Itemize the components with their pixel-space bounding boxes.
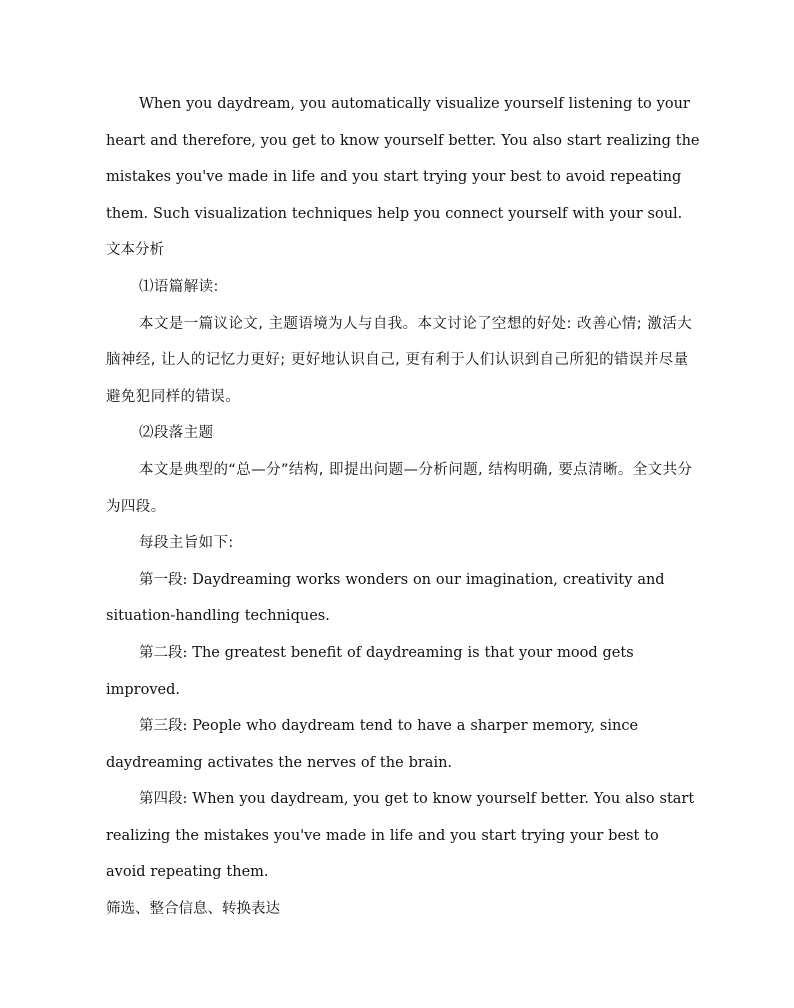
paragraph-three-summary: 第三段: People who daydream tend to have a sharper memory, since daydreaming activates the nerves of the brain. xyxy=(106,718,639,771)
paragraph-two-summary: 第二段: The greatest benefit of daydreaming is that your mood gets improved. xyxy=(106,644,634,698)
paragraph-four-summary: 第四段: When you daydream, you get to know yourself better. You also start realizing the mistakes you've made in life and you start trying your best to avoid repeating them. xyxy=(106,791,695,881)
main-ideas-intro: 每段主旨如下: xyxy=(139,535,234,552)
structure-paragraph: 本文是典型的“总—分”结构, 即提出问题—分析问题, 结构明确, 要点清晰。全文共分为四段。 xyxy=(106,461,693,515)
section-heading-text-analysis: 文本分析 xyxy=(106,242,164,259)
section-heading-information-processing: 筛选、整合信息、转换表达 xyxy=(106,901,280,918)
subheading-paragraph-topics: ⑵段落主题 xyxy=(139,425,214,442)
document-body xyxy=(106,86,701,928)
intro-paragraph: When you daydream, you automatically visualize yourself listening to your heart and therefore, you get to know yourself better. You also start realizing the mistakes you've made in life and you start trying your best to avoid repeating them. Such visualization techniques help you connect yourself with your soul. xyxy=(106,96,700,222)
paragraph-one-summary: 第一段: Daydreaming works wonders on our imagination, creativity and situation-handling techniques. xyxy=(106,571,665,625)
subheading-discourse-reading: ⑴语篇解读: xyxy=(139,278,219,295)
discourse-reading-paragraph: 本文是一篇议论文, 主题语境为人与自我。本文讨论了空想的好处: 改善心情; 激活大脑神经, 让人的记忆力更好; 更好地认识自己, 更有利于人们认识到自己所犯的错误并尽量避免犯同样的错误。 xyxy=(106,315,693,405)
